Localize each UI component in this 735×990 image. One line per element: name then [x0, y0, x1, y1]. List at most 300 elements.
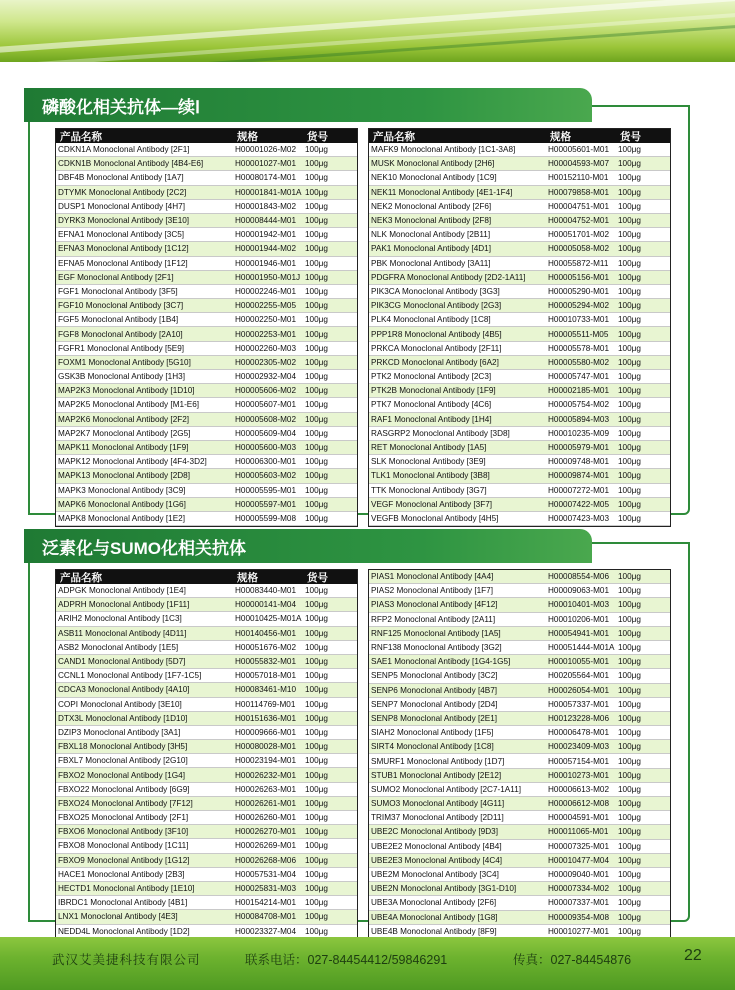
size: 100μg: [305, 671, 328, 681]
product-name: FBXL18 Monoclonal Antibody [3H5]: [58, 742, 188, 752]
catalog-number: H00026270-M01: [235, 827, 296, 837]
table-row: [369, 854, 670, 868]
size: 100μg: [305, 286, 328, 296]
product-name: MAPK3 Monoclonal Antibody [3C9]: [58, 485, 186, 495]
size: 100μg: [618, 301, 641, 311]
size: 100μg: [305, 485, 328, 495]
table-row: [369, 811, 670, 825]
product-name: PRKCD Monoclonal Antibody [6A2]: [371, 357, 499, 367]
size: 100μg: [618, 400, 641, 410]
product-name: MAPK11 Monoclonal Antibody [1F9]: [58, 443, 189, 453]
product-name: RFP2 Monoclonal Antibody [2A11]: [371, 614, 496, 624]
table-row: [369, 641, 670, 655]
catalog-number: H00054941-M01: [548, 628, 609, 638]
product-name: FBXL7 Monoclonal Antibody [2G10]: [58, 756, 188, 766]
product-name: UBE2N Monoclonal Antibody [3G1-D10]: [371, 884, 517, 894]
catalog-number: H00004751-M01: [548, 201, 609, 211]
catalog-number: H00005156-M01: [548, 272, 609, 282]
product-name: FBXO22 Monoclonal Antibody [6G9]: [58, 784, 190, 794]
product-name: RASGRP2 Monoclonal Antibody [3D8]: [371, 428, 510, 438]
size: 100μg: [618, 742, 641, 752]
size: 100μg: [618, 244, 641, 254]
product-name: VEGFB Monoclonal Antibody [4H5]: [371, 513, 499, 523]
product-name: NEDD4L Monoclonal Antibody [1D2]: [58, 926, 190, 936]
table-row: [369, 840, 670, 854]
size: 100μg: [305, 513, 328, 523]
catalog-number: H00002260-M03: [235, 343, 296, 353]
size: 100μg: [305, 727, 328, 737]
product-name: EFNA5 Monoclonal Antibody [1F12]: [58, 258, 188, 268]
table-row: [56, 655, 357, 669]
catalog-number: H00010055-M01: [548, 657, 609, 667]
size: 100μg: [305, 586, 328, 596]
size: 100μg: [305, 600, 328, 610]
catalog-number: H00007422-M05: [548, 499, 609, 509]
size: 100μg: [618, 443, 641, 453]
size: 100μg: [618, 770, 641, 780]
catalog-number: H00002250-M01: [235, 315, 296, 325]
product-name: FGF8 Monoclonal Antibody [2A10]: [58, 329, 183, 339]
size: 100μg: [305, 798, 328, 808]
size: 100μg: [618, 813, 641, 823]
table-row: [56, 896, 357, 910]
table-row: [369, 740, 670, 754]
size: 100μg: [305, 343, 328, 353]
table-row: [56, 910, 357, 924]
table-row: [56, 469, 357, 483]
product-name: ADPRH Monoclonal Antibody [1F11]: [58, 600, 190, 610]
size: 100μg: [305, 414, 328, 424]
size: 100μg: [618, 145, 641, 155]
size: 100μg: [305, 400, 328, 410]
product-name: CCNL1 Monoclonal Antibody [1F7-1C5]: [58, 671, 202, 681]
size: 100μg: [305, 357, 328, 367]
catalog-number: H00010733-M01: [548, 315, 609, 325]
catalog-number: H00005058-M02: [548, 244, 609, 254]
catalog-number: H00002246-M01: [235, 286, 296, 296]
table-row: [369, 498, 670, 512]
catalog-number: H00055832-M01: [235, 657, 296, 667]
product-name: MAP2K5 Monoclonal Antibody [M1-E6]: [58, 400, 200, 410]
size: 100μg: [618, 471, 641, 481]
catalog-number: H00026054-M01: [548, 685, 609, 695]
table-row: [369, 655, 670, 669]
product-name: MAPK8 Monoclonal Antibody [1E2]: [58, 513, 185, 523]
catalog-number: H00080174-M01: [235, 173, 296, 183]
catalog-number: H00007325-M01: [548, 841, 609, 851]
table-row: [56, 384, 357, 398]
product-name: SENP7 Monoclonal Antibody [2D4]: [371, 699, 498, 709]
table-row: [56, 498, 357, 512]
product-name: DTX3L Monoclonal Antibody [1D10]: [58, 713, 188, 723]
footer-company: 武汉艾美捷科技有限公司: [52, 953, 201, 967]
product-name: UBE3A Monoclonal Antibody [2F6]: [371, 898, 497, 908]
table-row: [369, 413, 670, 427]
product-name: FGF1 Monoclonal Antibody [3F5]: [58, 286, 178, 296]
product-name: COPI Monoclonal Antibody [3E10]: [58, 699, 182, 709]
catalog-number: H00008444-M01: [235, 216, 296, 226]
table-row: [56, 797, 357, 811]
catalog-number: H00001026-M02: [235, 145, 296, 155]
table-header: 产品名称 规格 货号: [56, 129, 357, 143]
product-name: EFNA3 Monoclonal Antibody [1C12]: [58, 244, 189, 254]
product-name: PDGFRA Monoclonal Antibody [2D2-1A11]: [371, 272, 526, 282]
size: 100μg: [618, 315, 641, 325]
table-row: [369, 613, 670, 627]
product-name: RNF125 Monoclonal Antibody [1A5]: [371, 628, 501, 638]
table-row: [369, 797, 670, 811]
catalog-number: H00001841-M01A: [235, 187, 302, 197]
product-name: SENP5 Monoclonal Antibody [3C2]: [371, 671, 498, 681]
size: 100μg: [305, 713, 328, 723]
table-row: [369, 271, 670, 285]
table-row: [56, 712, 357, 726]
catalog-number: H00007423-M03: [548, 513, 609, 523]
catalog-number: H00008554-M06: [548, 572, 609, 582]
size: 100μg: [305, 244, 328, 254]
table-row: [369, 370, 670, 384]
size: 100μg: [305, 230, 328, 240]
table-row: [56, 299, 357, 313]
product-name: FGFR1 Monoclonal Antibody [5E9]: [58, 343, 185, 353]
product-name: IBRDC1 Monoclonal Antibody [4B1]: [58, 898, 188, 908]
product-name: DYRK3 Monoclonal Antibody [3E10]: [58, 216, 190, 226]
catalog-number: H00010235-M09: [548, 428, 609, 438]
catalog-number: H00025831-M03: [235, 884, 296, 894]
product-name: PIAS3 Monoclonal Antibody [4F12]: [371, 600, 498, 610]
catalog-number: H00011065-M01: [548, 827, 609, 837]
size: 100μg: [618, 799, 641, 809]
table-row: [369, 669, 670, 683]
product-name: PPP1R8 Monoclonal Antibody [4B5]: [371, 329, 502, 339]
table-row: [56, 854, 357, 868]
size: 100μg: [305, 173, 328, 183]
table-row: [56, 441, 357, 455]
table-row: [369, 512, 670, 526]
size: 100μg: [305, 685, 328, 695]
catalog-number: H00079858-M01: [548, 187, 609, 197]
product-name: CDCA3 Monoclonal Antibody [4A10]: [58, 685, 190, 695]
size: 100μg: [305, 884, 328, 894]
table-row: [56, 171, 357, 185]
size: 100μg: [305, 258, 328, 268]
table-row: [369, 441, 670, 455]
section-title-ubiquitination: 泛素化与SUMO化相关抗体: [24, 529, 592, 563]
catalog-number: H00005294-M02: [548, 301, 609, 311]
size: 100μg: [618, 855, 641, 865]
catalog-number: H00005979-M01: [548, 443, 609, 453]
product-name: FBXO24 Monoclonal Antibody [7F12]: [58, 798, 193, 808]
product-name: SENP6 Monoclonal Antibody [4B7]: [371, 685, 498, 695]
size: 100μg: [305, 329, 328, 339]
catalog-number: H00005894-M03: [548, 414, 609, 424]
table-row: [369, 726, 670, 740]
product-name: EGF Monoclonal Antibody [2F1]: [58, 272, 174, 282]
product-name: ASB11 Monoclonal Antibody [4D11]: [58, 628, 187, 638]
product-name: DZIP3 Monoclonal Antibody [3A1]: [58, 727, 181, 737]
table-row: [369, 484, 670, 498]
table-row: [56, 598, 357, 612]
catalog-number: H00154214-M01: [235, 898, 296, 908]
product-name: EFNA1 Monoclonal Antibody [3C5]: [58, 230, 185, 240]
size: 100μg: [305, 443, 328, 453]
table-row: [369, 384, 670, 398]
table-row: [369, 684, 670, 698]
catalog-number: H00002305-M02: [235, 357, 296, 367]
size: 100μg: [618, 628, 641, 638]
table-row: [56, 228, 357, 242]
size: 100μg: [618, 159, 641, 169]
catalog-number: H00005603-M02: [235, 471, 296, 481]
product-name: PTK7 Monoclonal Antibody [4C6]: [371, 400, 492, 410]
size: 100μg: [305, 145, 328, 155]
size: 100μg: [618, 343, 641, 353]
size: 100μg: [618, 272, 641, 282]
table-row: [369, 228, 670, 242]
catalog-number: H00009040-M01: [548, 870, 609, 880]
product-name: FBXO6 Monoclonal Antibody [3F10]: [58, 827, 189, 837]
catalog-number: H00004593-M07: [548, 159, 609, 169]
table-row: [369, 157, 670, 171]
section-title-phosphorylation: 磷酸化相关抗体—续Ⅰ: [24, 88, 592, 122]
size: 100μg: [618, 286, 641, 296]
catalog-number: H00001944-M02: [235, 244, 296, 254]
size: 100μg: [305, 912, 328, 922]
table-row: [56, 186, 357, 200]
catalog-number: H00001843-M02: [235, 201, 296, 211]
product-name: UBE2E3 Monoclonal Antibody [4C4]: [371, 855, 503, 865]
table-row: [369, 769, 670, 783]
table-row: [56, 698, 357, 712]
table-row: [56, 327, 357, 341]
size: 100μg: [618, 728, 641, 738]
table-row: [369, 455, 670, 469]
catalog-number: H00051701-M02: [548, 230, 609, 240]
table-row: [56, 271, 357, 285]
catalog-number: H00002255-M05: [235, 301, 296, 311]
size: 100μg: [618, 699, 641, 709]
product-name: FOXM1 Monoclonal Antibody [5G10]: [58, 357, 191, 367]
header-banner: [0, 0, 735, 62]
size: 100μg: [618, 643, 641, 653]
size: 100μg: [618, 230, 641, 240]
product-name: STUB1 Monoclonal Antibody [2E12]: [371, 770, 502, 780]
catalog-number: H00010401-M03: [548, 600, 609, 610]
product-name: UBE4B Monoclonal Antibody [8F9]: [371, 926, 497, 936]
catalog-number: H00005580-M02: [548, 357, 609, 367]
catalog-number: H00051676-M02: [235, 642, 296, 652]
table-row: [369, 911, 670, 925]
catalog-number: H00026268-M06: [235, 855, 296, 865]
product-name: PAK1 Monoclonal Antibody [4D1]: [371, 244, 492, 254]
catalog-number: H00006612-M08: [548, 799, 609, 809]
product-name: ARIH2 Monoclonal Antibody [1C3]: [58, 614, 182, 624]
catalog-number: H00000141-M04: [235, 600, 296, 610]
product-name: FGF5 Monoclonal Antibody [1B4]: [58, 315, 179, 325]
size: 100μg: [618, 841, 641, 851]
table-row: [56, 285, 357, 299]
table-row: [369, 171, 670, 185]
size: 100μg: [305, 187, 328, 197]
table-row: [56, 754, 357, 768]
size: 100μg: [305, 869, 328, 879]
size: 100μg: [305, 699, 328, 709]
catalog-number: H00026260-M01: [235, 813, 296, 823]
table-row: [56, 143, 357, 157]
catalog-number: H00010277-M01: [548, 926, 609, 936]
product-name: SUMO2 Monoclonal Antibody [2C7-1A11]: [371, 784, 522, 794]
size: 100μg: [305, 841, 328, 851]
table-row: [56, 512, 357, 526]
table-row: [369, 627, 670, 641]
catalog-number: H00005290-M01: [548, 286, 609, 296]
catalog-number: H00005597-M01: [235, 499, 296, 509]
catalog-number: H00010425-M01A: [235, 614, 302, 624]
product-name: PIAS2 Monoclonal Antibody [1F7]: [371, 586, 493, 596]
catalog-number: H00005609-M04: [235, 428, 296, 438]
table-row: [369, 313, 670, 327]
size: 100μg: [305, 471, 328, 481]
table-row: [56, 740, 357, 754]
table-row: [369, 712, 670, 726]
catalog-number: H00114769-M01: [235, 699, 296, 709]
product-table-s2-left: [55, 569, 358, 940]
table-row: [369, 342, 670, 356]
catalog-number: H00001027-M01: [235, 159, 296, 169]
catalog-number: H00055872-M11: [548, 258, 609, 268]
product-name: VEGF Monoclonal Antibody [3F7]: [371, 499, 493, 509]
table-row: [369, 214, 670, 228]
product-name: RAF1 Monoclonal Antibody [1H4]: [371, 414, 492, 424]
product-name: SUMO3 Monoclonal Antibody [4G11]: [371, 799, 505, 809]
size: 100μg: [618, 357, 641, 367]
size: 100μg: [618, 784, 641, 794]
catalog-number: H00002253-M01: [235, 329, 296, 339]
catalog-number: H00026269-M01: [235, 841, 296, 851]
table-row: [369, 242, 670, 256]
size: 100μg: [305, 784, 328, 794]
catalog-number: H00009063-M01: [548, 586, 609, 596]
size: 100μg: [305, 770, 328, 780]
product-name: MAP2K6 Monoclonal Antibody [2F2]: [58, 414, 190, 424]
size: 100μg: [305, 614, 328, 624]
catalog-number: H00005607-M01: [235, 400, 296, 410]
size: 100μg: [618, 713, 641, 723]
product-name: SIAH2 Monoclonal Antibody [1F5]: [371, 728, 494, 738]
table-row: [56, 313, 357, 327]
product-name: NEK3 Monoclonal Antibody [2F8]: [371, 216, 492, 226]
catalog-number: H00123228-M06: [548, 713, 609, 723]
product-name: SAE1 Monoclonal Antibody [1G4-1G5]: [371, 657, 511, 667]
product-name: FBXO2 Monoclonal Antibody [1G4]: [58, 770, 185, 780]
size: 100μg: [618, 600, 641, 610]
catalog-number: H00010273-M01: [548, 770, 609, 780]
catalog-number: H00007337-M01: [548, 898, 609, 908]
catalog-number: H00023409-M03: [548, 742, 609, 752]
catalog-number: H00009354-M08: [548, 912, 609, 922]
catalog-number: H00051444-M01A: [548, 643, 615, 653]
catalog-number: H00140456-M01: [235, 628, 296, 638]
footer-fax: 传真：027-84454876: [513, 953, 632, 967]
product-name: RET Monoclonal Antibody [1A5]: [371, 443, 487, 453]
table-row: [56, 242, 357, 256]
size: 100μg: [305, 926, 328, 936]
size: 100μg: [305, 386, 328, 396]
table-row: [369, 825, 670, 839]
table-row: [369, 200, 670, 214]
table-row: [369, 783, 670, 797]
table-row: [56, 398, 357, 412]
catalog-number: H00006300-M01: [235, 457, 296, 467]
table-row: [369, 469, 670, 483]
size: 100μg: [305, 159, 328, 169]
table-row: [56, 811, 357, 825]
size: 100μg: [305, 272, 328, 282]
size: 100μg: [305, 657, 328, 667]
table-row: [56, 484, 357, 498]
product-name: PBK Monoclonal Antibody [3A11]: [371, 258, 491, 268]
product-name: HECTD1 Monoclonal Antibody [1E10]: [58, 884, 195, 894]
size: 100μg: [618, 671, 641, 681]
size: 100μg: [305, 457, 328, 467]
product-name: CAND1 Monoclonal Antibody [5D7]: [58, 657, 186, 667]
product-name: PRKCA Monoclonal Antibody [2F11]: [371, 343, 502, 353]
table-row: [369, 896, 670, 910]
table-row: [369, 868, 670, 882]
table-row: [56, 584, 357, 598]
table-row: [369, 570, 670, 584]
table-row: [369, 356, 670, 370]
product-name: SENP8 Monoclonal Antibody [2E1]: [371, 713, 498, 723]
catalog-number: H00026261-M01: [235, 798, 296, 808]
table-row: [56, 825, 357, 839]
product-name: UBE4A Monoclonal Antibody [1G8]: [371, 912, 498, 922]
table-row: [56, 356, 357, 370]
product-name: MAP2K7 Monoclonal Antibody [2G5]: [58, 428, 191, 438]
catalog-number: H00205564-M01: [548, 671, 609, 681]
product-name: TTK Monoclonal Antibody [3G7]: [371, 485, 487, 495]
catalog-number: H00057531-M04: [235, 869, 296, 879]
product-name: TRIM37 Monoclonal Antibody [2D11]: [371, 813, 504, 823]
catalog-number: H00005606-M02: [235, 386, 296, 396]
size: 100μg: [618, 898, 641, 908]
size: 100μg: [618, 756, 641, 766]
table-row: [56, 413, 357, 427]
size: 100μg: [305, 372, 328, 382]
product-name: LNX1 Monoclonal Antibody [4E3]: [58, 912, 178, 922]
product-name: PTK2 Monoclonal Antibody [2C3]: [371, 372, 492, 382]
catalog-number: H00005747-M01: [548, 372, 609, 382]
product-name: NLK Monoclonal Antibody [2B11]: [371, 230, 491, 240]
product-name: FBXO8 Monoclonal Antibody [1C11]: [58, 841, 189, 851]
product-name: DBF4B Monoclonal Antibody [1A7]: [58, 173, 184, 183]
product-name: RNF138 Monoclonal Antibody [3G2]: [371, 643, 502, 653]
catalog-number: H00001950-M01J: [235, 272, 301, 282]
table-row: [369, 257, 670, 271]
size: 100μg: [618, 485, 641, 495]
table-row: [56, 669, 357, 683]
size: 100μg: [618, 187, 641, 197]
catalog-number: H00009666-M01: [235, 727, 296, 737]
table-row: [56, 342, 357, 356]
product-name: MAP2K3 Monoclonal Antibody [1D10]: [58, 386, 195, 396]
size: 100μg: [305, 428, 328, 438]
table-row: [56, 214, 357, 228]
catalog-number: H00005754-M02: [548, 400, 609, 410]
catalog-number: H00084708-M01: [235, 912, 296, 922]
catalog-number: H00007334-M02: [548, 884, 609, 894]
product-name: MAPK6 Monoclonal Antibody [1G6]: [58, 499, 186, 509]
